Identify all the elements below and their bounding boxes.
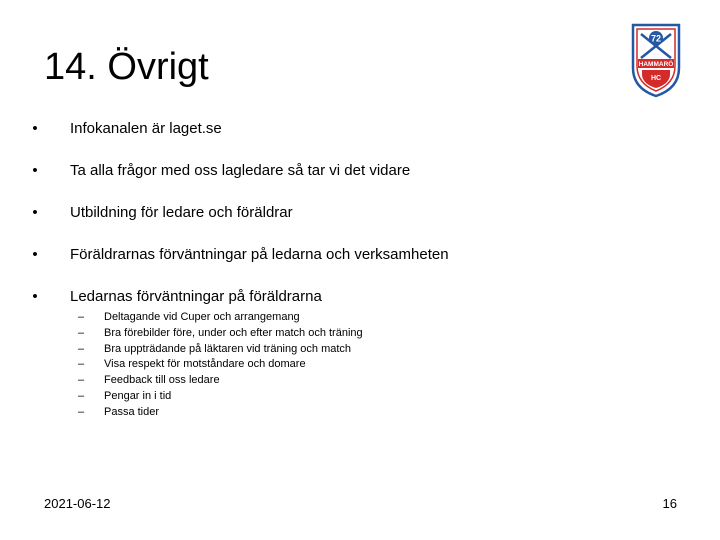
sub-bullet-item xyxy=(78,405,638,421)
hammaro-hc-logo xyxy=(630,22,682,98)
sub-bullet-symbol: – xyxy=(78,405,85,418)
bullet-list xyxy=(30,110,670,320)
sub-bullet-text: Passa tider xyxy=(104,405,160,418)
sub-bullet-item xyxy=(78,389,638,405)
sub-bullet-symbol: – xyxy=(78,326,85,339)
sub-bullet-symbol: – xyxy=(78,342,85,355)
footer-date: 2021-06-12 xyxy=(44,496,111,511)
sub-bullet-symbol: – xyxy=(78,389,85,402)
bullet-text: Ta alla frågor med oss lagledare så tar vi det vidare xyxy=(70,162,411,179)
bullet-text: Utbildning för ledare och föräldrar xyxy=(70,204,293,221)
sub-bullet-text: Bra uppträdande på läktaren vid träning och match xyxy=(104,342,352,355)
sub-bullet-symbol: – xyxy=(78,311,85,323)
bullet-item xyxy=(30,236,670,278)
bullet-symbol: • xyxy=(32,288,38,305)
bullet-symbol: • xyxy=(32,246,38,263)
bullet-symbol: • xyxy=(32,204,38,221)
sub-bullet-item xyxy=(78,326,638,342)
bullet-item xyxy=(30,110,670,152)
slide-title: 14. Övrigt xyxy=(44,46,209,88)
sub-bullet-text: Deltagande vid Cuper och arrangemang xyxy=(104,311,300,323)
bullet-symbol: • xyxy=(32,120,38,137)
bullet-item xyxy=(30,152,670,194)
logo-name-line1: HAMMARÖ xyxy=(638,61,674,68)
sub-bullet-symbol: – xyxy=(78,358,85,371)
bullet-text: Ledarnas förväntningar på föräldrarna xyxy=(70,288,322,305)
sub-bullet-text: Feedback till oss ledare xyxy=(104,374,220,387)
sub-bullet-item xyxy=(78,342,638,358)
sub-bullet-symbol: – xyxy=(78,374,85,387)
slide-number: 16 xyxy=(662,496,677,511)
bullet-text: Föräldrarnas förväntningar på ledarna och verksamheten xyxy=(70,246,449,263)
sub-bullet-text: Bra förebilder före, under och efter match och träning xyxy=(104,326,363,339)
sub-bullet-item xyxy=(78,357,638,373)
logo-name-line2: HC xyxy=(650,75,662,82)
bullet-text: Infokanalen är laget.se xyxy=(70,120,222,137)
sub-bullet-text: Visa respekt för motståndare och domare xyxy=(104,358,306,371)
bullet-symbol: • xyxy=(32,162,38,179)
logo-number: 72 xyxy=(650,33,662,44)
sub-bullet-list xyxy=(78,310,638,421)
bullet-item xyxy=(30,194,670,236)
sub-bullet-text: Pengar in i tid xyxy=(104,389,172,402)
sub-bullet-item xyxy=(78,310,638,326)
sub-bullet-item xyxy=(78,373,638,389)
